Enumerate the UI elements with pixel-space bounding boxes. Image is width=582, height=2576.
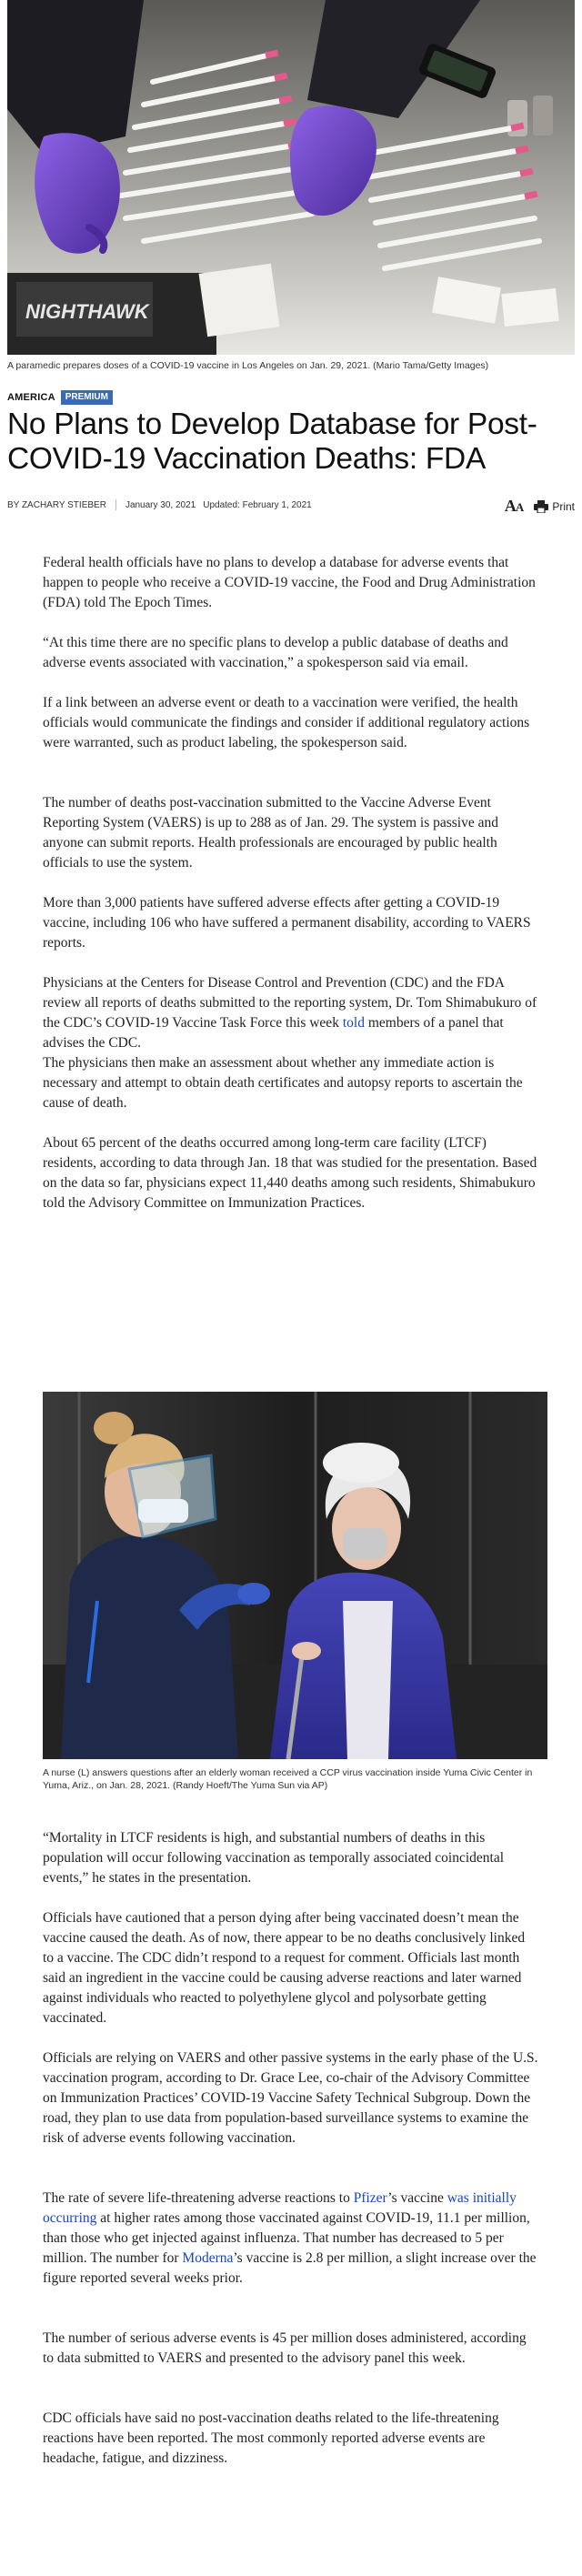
kicker [7, 390, 113, 405]
printer-icon [534, 500, 548, 513]
paragraph-12-text-a: The rate of severe life-threatening adverse reactions to [43, 2190, 354, 2206]
print-label: Print [552, 499, 575, 513]
nurse-photo [43, 1392, 547, 1759]
hero-image [7, 0, 575, 355]
byline-divider [115, 499, 116, 510]
paragraph-2: “At this time there are no specific plans to develop a public database of deaths and adverse events associated with vaccination,” a spokesperson said via email. [43, 635, 508, 670]
paragraph-8: About 65 percent of the deaths occurred among long-term care facility (LTCF) residents, according to data through Jan. 18 that was studied for the presentation. Based on the data so far, physicians expect 11,440 deaths among such residents, Shimabukuro told the Advisory Committee on Immunization Practices. [43, 1135, 537, 1211]
print-button[interactable] [534, 500, 575, 513]
paragraph-6-text-b: members of a panel that advises the CDC. [43, 1015, 504, 1051]
paragraph-12-text-d: ’s vaccine is 2.8 per million, a slight increase over the figure reported several weeks prior. [43, 2250, 537, 2286]
page-title: No Plans to Develop Database for Post-COVID-19 Vaccination Deaths: FDA [7, 408, 537, 476]
paragraph-1: Federal health officials have no plans to develop a database for adverse events that happen to people who receive a COVID-19 vaccine, the Food and Drug Administration (FDA) told The Epoch Times. [43, 555, 536, 610]
premium-badge: PREMIUM [61, 390, 113, 405]
paragraph-3: If a link between an adverse event or death to a vaccination were verified, the health officials would communicate the findings and consider if additional regulatory actions were warranted, such as product labeling, the spokesperson said. [43, 695, 530, 750]
byline [7, 497, 575, 513]
paragraph-5: More than 3,000 patients have suffered adverse effects after getting a COVID-19 vaccine, including 106 who have suffered a permanent disability, according to VAERS reports. [43, 895, 531, 951]
box-label: NIGHTHAWK [25, 300, 149, 323]
article-tools [505, 497, 575, 516]
pfizer-link[interactable]: Pfizer [353, 2190, 388, 2206]
paragraph-13: The number of serious adverse events is 45 per million doses administered, according to data submitted to VAERS and presented to the advisory panel this week. [43, 2330, 527, 2366]
paragraph-6-text-a: Physicians at the Centers for Disease Control and Prevention (CDC) and the FDA review all reports of deaths submitted to the reporting system, Dr. Tom Shimabukuro of the CDC’s COVID-19 Vaccine Task Force this week [43, 975, 537, 1031]
nurse-photo-image [43, 1392, 547, 1759]
nurse-photo-caption: A nurse (L) answers questions after an elderly woman received a CCP virus vaccination inside Yuma Civic Center in Yuma, Ariz., on Jan. 28, 2021. (Randy Hoeft/The Yuma Sun via AP) [43, 1767, 533, 1791]
moderna-link[interactable]: Moderna [182, 2250, 234, 2266]
paragraph-6 [43, 973, 539, 1053]
paragraph-12-text-c: at higher rates among those vaccinated against COVID-19, 11.1 per million, than those who get injected against influenza. That number has decreased to 5 per million. The number for [43, 2210, 530, 2266]
updated-date: Updated: February 1, 2021 [203, 499, 312, 510]
paragraph-9: “Mortality in LTCF residents is high, and substantial numbers of deaths in this population will occur following vaccination as temporally associated coincidental events,” he states in the presentation. [43, 1830, 505, 1886]
section-link[interactable]: AMERICA [7, 392, 55, 403]
paragraph-11: Officials are relying on VAERS and other passive systems in the early phase of the U.S. vaccination program, according to Dr. Grace Lee, co-chair of the Advisory Committee on Immunization Practices’ COVID-19 Vaccine Safety Technical Subgroup. Down the road, they plan to use data from population-based surveillance systems to examine the risk of adverse events following vaccination. [43, 2050, 538, 2146]
published-date: January 30, 2021 [125, 499, 196, 510]
paragraph-7: The physicians then make an assessment about whether any immediate action is necessary and attempt to obtain death certificates and autopsy reports to ascertain the cause of death. [43, 1055, 523, 1111]
paragraph-10: Officials have cautioned that a person dying after being vaccinated doesn’t mean the vaccine caused the death. As of now, there appear to be no deaths conclusively linked to a vaccine. The CDC didn’t respond to a request for comment. Officials last month said an ingredient in the vaccine could be causing adverse reactions and later warned against individuals who reacted to polyethylene glycol and polysorbate getting vaccinated. [43, 1910, 526, 2026]
paragraph-12-text-b: ’s vaccine [387, 2190, 447, 2206]
told-link[interactable]: told [342, 1015, 365, 1031]
paragraph-14: CDC officials have said no post-vaccination deaths related to the life-threatening reactions have been reported. The most commonly reported adverse events are headache, fatigue, and dizziness. [43, 2410, 499, 2466]
paragraph-12 [43, 2189, 539, 2289]
font-size-icon[interactable]: AA [504, 497, 524, 515]
hero-photo [7, 0, 575, 355]
paragraph-4: The number of deaths post-vaccination submitted to the Vaccine Adverse Event Reporting System (VAERS) is up to 288 as of Jan. 29. The system is passive and anyone can submit reports. Health professionals are encouraged by public health officials to use the system. [43, 795, 499, 870]
author-link[interactable]: BY ZACHARY STIEBER [7, 499, 106, 510]
hero-caption: A paramedic prepares doses of a COVID-19 vaccine in Los Angeles on Jan. 29, 2021. (Mario Tama/Getty Images) [7, 360, 489, 371]
initially-occurring-link[interactable]: was initially occurring [43, 2190, 517, 2226]
